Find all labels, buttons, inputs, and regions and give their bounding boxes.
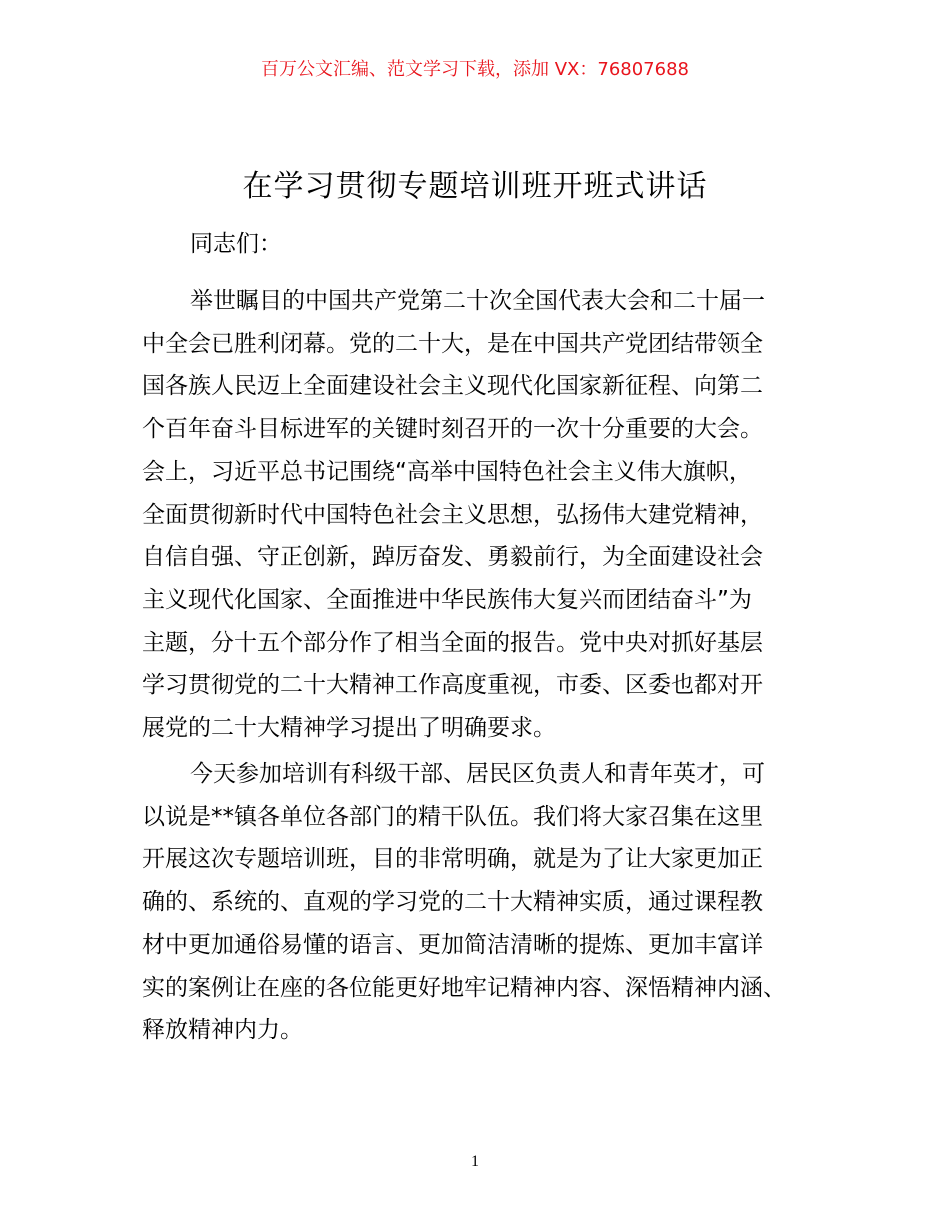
paragraph-line: 个百年奋斗目标进军的关键时刻召开的一次十分重要的大会。	[142, 416, 763, 443]
page-number: 1	[471, 1153, 479, 1170]
paragraph-line: 实的案例让在座的各位能更好地牢记精神内容、深悟精神内涵、	[142, 974, 786, 1001]
paragraph-line: 学习贯彻党的二十大精神工作高度重视，市委、区委也都对开	[142, 672, 763, 699]
paragraph-line: 自信自强、守正创新，踔厉奋发、勇毅前行，为全面建设社会	[142, 544, 763, 571]
paragraph-2	[142, 753, 822, 1052]
salutation: 同志们：	[190, 231, 282, 257]
paragraph-line: 今天参加培训有科级干部、居民区负责人和青年英才，可	[190, 761, 765, 787]
paragraph-line: 举世瞩目的中国共产党第二十次全国代表大会和二十届一	[190, 288, 765, 314]
paragraph-line: 全面贯彻新时代中国特色社会主义思想，弘扬伟大建党精神，	[142, 501, 763, 528]
header-banner: 百万公文汇编、范文学习下载，添加 VX：76807688	[261, 59, 689, 80]
paragraph-line: 确的、系统的、直观的学习党的二十大精神实质，通过课程教	[142, 889, 763, 916]
paragraph-1	[142, 280, 822, 750]
paragraph-line: 以说是**镇各单位各部门的精干队伍。我们将大家召集在这里	[142, 803, 763, 830]
paragraph-line: 开展这次专题培训班，目的非常明确，就是为了让大家更加正	[142, 846, 763, 873]
paragraph-line: 国各族人民迈上全面建设社会主义现代化国家新征程、向第二	[142, 373, 763, 400]
paragraph-line: 主题，分十五个部分作了相当全面的报告。党中央对抓好基层	[142, 629, 763, 656]
paragraph-line: 材中更加通俗易懂的语言、更加简洁清晰的提炼、更加丰富详	[142, 931, 763, 958]
paragraph-line: 释放精神内力。	[142, 1017, 303, 1044]
paragraph-line: 展党的二十大精神学习提出了明确要求。	[142, 715, 556, 742]
document-title: 在学习贯彻专题培训班开班式讲话	[242, 169, 708, 204]
paragraph-line: 主义现代化国家、全面推进中华民族伟大复兴而团结奋斗”为	[142, 586, 752, 613]
paragraph-line: 中全会已胜利闭幕。党的二十大，是在中国共产党团结带领全	[142, 330, 763, 357]
paragraph-line: 会上，习近平总书记围绕“高举中国特色社会主义伟大旗帜，	[142, 458, 752, 485]
